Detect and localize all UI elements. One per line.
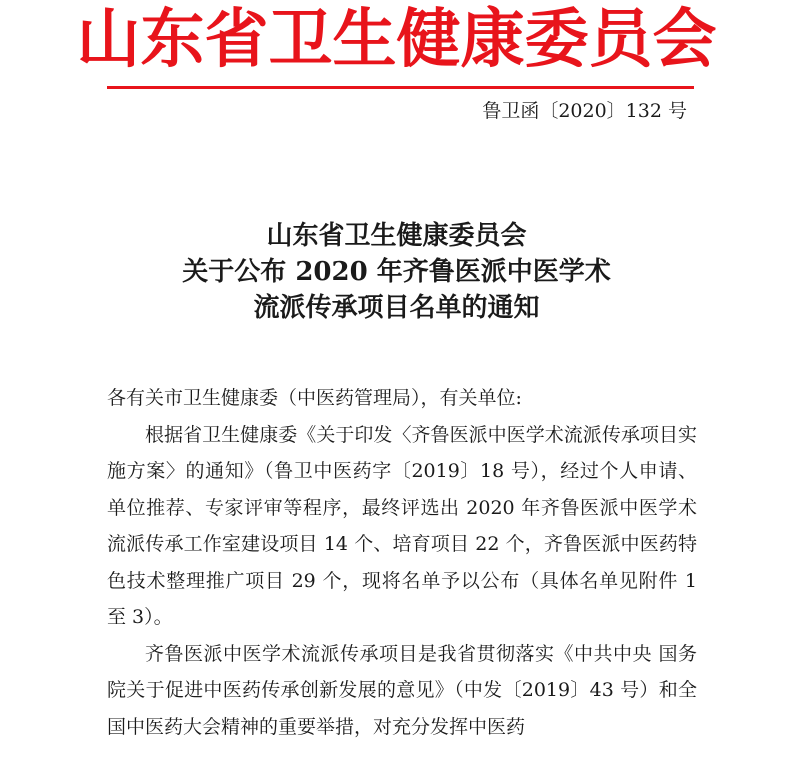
salutation: 各有关市卫生健康委（中医药管理局），有关单位: [107, 387, 522, 409]
document-body [107, 380, 697, 745]
paragraph-2: 齐鲁医派中医学术流派传承项目是我省贯彻落实《中共中央 国务院关于促进中医药传承创新发展的意见》（中发〔2019〕43 号）和全国中医药大会精神的重要举措，对充分发挥中医药 [107, 642, 697, 738]
title-line-2: 关于公布 2020 年齐鲁医派中医学术 [182, 257, 611, 287]
red-divider [107, 86, 694, 89]
title-line-3: 流派传承项目名单的通知 [253, 293, 540, 323]
title-line-1: 山东省卫生健康委员会 [266, 221, 527, 251]
document-number: 鲁卫函〔2020〕132 号 [482, 100, 687, 122]
org-header: 山东省卫生健康委员会 [76, 3, 717, 77]
paragraph-1: 根据省卫生健康委《关于印发〈齐鲁医派中医学术流派传承项目实施方案〉的通知》（鲁卫中医药字〔2019〕18 号），经过个人申请、单位推荐、专家评审等程序，最终评选出 2020 年齐鲁医派中医学术流派传承工作室建设项目 14 个、培育项目 22 个，齐鲁医派中医药特色技术整理推广项目 29 个，现将名单予以公布（具体名单见附件 1 至 3）。 [107, 423, 697, 628]
document-title [0, 218, 793, 326]
